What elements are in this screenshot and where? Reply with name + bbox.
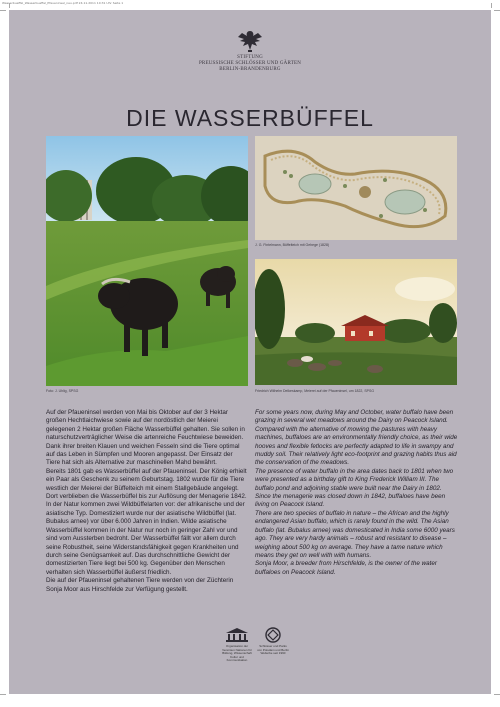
page-title: DIE WASSERBÜFFEL bbox=[126, 105, 374, 131]
paragraph-en-4: Sonja Moor, a breeder from Hirschfelde, is the owner of the water buffaloes on Peacock Island. bbox=[255, 560, 437, 576]
whs-line-1: Schlösser und Parks bbox=[259, 644, 287, 648]
world-heritage-emblem-icon bbox=[265, 627, 281, 643]
crop-mark bbox=[9, 3, 10, 8]
historic-plan-image bbox=[255, 136, 457, 240]
paragraph-de-2: Bereits 1801 gab es Wasserbüffel auf der Pfaueninsel. Der König erhielt ein Paar als Geschenk zu seinem Geburtstag. 1802 wurde für die Tiere westlich der Meierei der Büffelteich mit einem Stallgebäude angelegt. Dort verblieben die Wasserbüffel bis zur Auflösung der Menagerie 1842. bbox=[46, 467, 247, 501]
crop-mark bbox=[0, 10, 6, 11]
world-heritage-logo bbox=[256, 627, 290, 656]
plan-caption: J. G. Fintelmann, Büffelteich mit Gehege (1828) bbox=[255, 243, 330, 247]
text-column-german bbox=[46, 409, 248, 594]
paragraph-en-1: For some years now, during May and October, water buffalo have been grazing in several wet meadows around the Dairy on Peacock Island. Compared with the alternative of mowing the pastures with heavy machines, buffaloes are an environmentally friendly choice, as their wide hooves and flexible fetlocks are perfectly adapted to life in swampy and muddy soil. Their relatively light eco-footprint and grazing habits thus aid the conservation of the meadows. bbox=[255, 409, 458, 467]
unesco-line-4: Kultur und Kommunikation bbox=[226, 654, 248, 663]
whs-line-3: Welterbe seit 1990 bbox=[260, 651, 286, 656]
paragraph-de-3: In der Natur kommen zwei Wildbüffelarten vor: der afrikanische und der asiatische Typ. Domestiziert wurde nur der asiatische Wildbüffel (lat. Bubalus arnee) vor über 6.000 Jahren in Indien. Wilde asiatische Wasserbüffel kommen in der Natur nur noch in geringer Zahl vor und sind vom Aussterben bedroht. Der Wasserbüffel fällt vor allem durch seine Robustheit, seine Widerstandsfähigkeit gegen Krankheiten und durch seine Genügsamkeit auf. Das durchschnittliche Gewicht der domestizierten Tiere liegt bei 500 kg. Gegenüber den Menschen verhalten sich Wasserbüffel äußerst friedlich. bbox=[46, 501, 245, 576]
crop-mark bbox=[494, 694, 500, 695]
painting-caption: Friedrich Wilhelm Delkeskamp, Meierei auf der Pfaueninsel, um 1822, SPSG bbox=[255, 389, 375, 393]
paragraph-de-4: Die auf der Pfaueninsel gehaltenen Tiere werden von der Züchterin Sonja Moor aus Hirschfelde zur Verfügung gestellt. bbox=[46, 577, 234, 593]
foundation-logo bbox=[9, 28, 491, 73]
print-header: Wasserbueffel_Wasserbueffel_Pfaueninsel_neu.pdf 24.11.2011 10:31 Uhr Seite 1 bbox=[2, 1, 124, 5]
logo-line-1: STIFTUNG bbox=[237, 55, 263, 60]
crop-mark bbox=[491, 3, 492, 8]
logo-line-3: BERLIN-BRANDENBURG bbox=[219, 67, 281, 72]
paragraph-en-3: There are two species of buffalo in nature – the African and the highly endangered Asian buffalo, which is rarely found in the wild. The Asian buffalo (lat. Bubalus arnee) was domesticated in India some 6000 years ago. They are very hardy animals – robust and resistant to disease – weighing about 500 kg on average. They have a tame nature which means they get on well with with humans. bbox=[255, 509, 455, 559]
text-column-english bbox=[255, 409, 459, 577]
historic-painting-image bbox=[255, 259, 457, 385]
eagle-crest-icon bbox=[230, 28, 270, 54]
paragraph-de-1: Auf der Pfaueninsel werden von Mai bis Oktober auf der 3 Hektar großen Hechtlaichwiese sowie auf der nordöstlich der Meierei gelegenen 2 Hektar großen Fläche Wasserbüffel gehalten. Sie sollen in naturschutzverträglicher Weise die artenreiche Feuchtwiese beweiden. Dank ihrer breiten Klauen und weichen Fesseln sind die Tiere optimal auf das Leben in Sümpfen und Mooren angepasst. Der Einsatz der Tiere hat sich als Alternative zur maschinellen Mahd bewährt. bbox=[46, 409, 245, 467]
crop-mark bbox=[0, 694, 6, 695]
buffalo-photo bbox=[46, 136, 248, 386]
unesco-line-2: Vereinten Nationen für bbox=[222, 647, 252, 652]
whs-line-2: von Potsdam und Berlin bbox=[257, 647, 289, 652]
logo-line-2: PREUSSISCHE SCHLÖSSER UND GÄRTEN bbox=[198, 61, 302, 66]
crop-mark bbox=[494, 10, 500, 11]
unesco-temple-icon bbox=[225, 627, 249, 643]
unesco-logo bbox=[220, 627, 254, 663]
paragraph-en-2: The presence of water buffalo in the area dates back to 1801 when two were presented as a birthday gift to King Frederick William III. The buffalo pond and adjoining stable were built near the Dairy in 1802. Since the menagerie was closed down in 1842, buffaloes have been living on Peacock Island. bbox=[255, 467, 454, 509]
photo-caption: Foto: J. Uhlig, SPSG bbox=[46, 389, 79, 393]
unesco-line-3: Bildung, Wissenschaft bbox=[222, 651, 252, 656]
poster bbox=[9, 10, 491, 694]
unesco-line-1: Organisation der bbox=[225, 644, 249, 648]
